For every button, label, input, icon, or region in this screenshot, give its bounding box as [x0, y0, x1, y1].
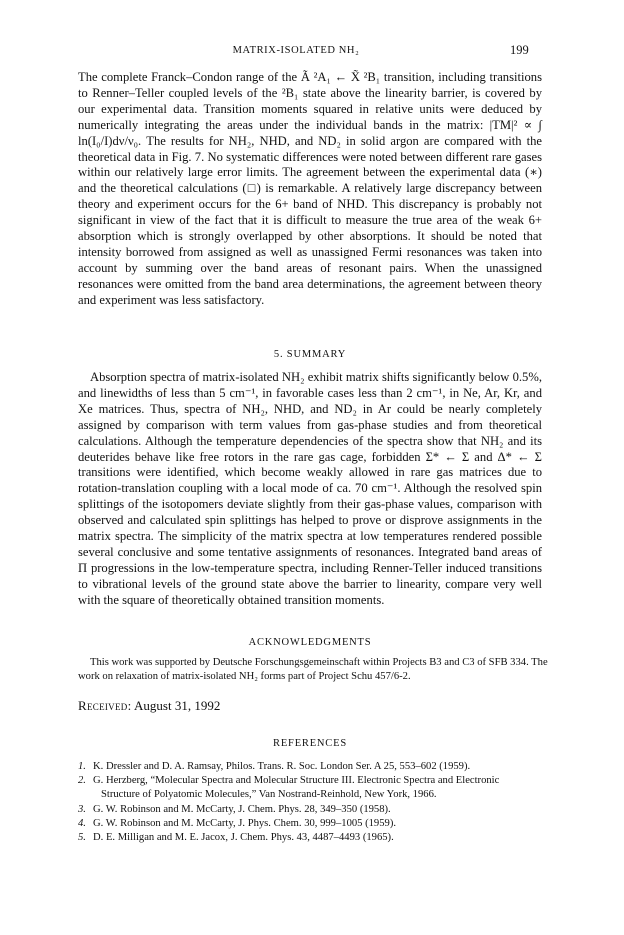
reference-number: 3. [78, 803, 86, 815]
received-date: August 31, 1992 [134, 698, 221, 713]
acknowledgments-heading: ACKNOWLEDGMENTS [248, 637, 372, 648]
reference-text: G. Herzberg, “Molecular Spectra and Molecular Structure III. Electronic Spectra and Electronic [93, 775, 500, 787]
reference-text: G. W. Robinson and M. McCarty, J. Chem. Phys. 28, 349–350 (1958). [93, 803, 391, 815]
reference-text: D. E. Milligan and M. E. Jacox, J. Chem. Phys. 43, 4487–4493 (1965). [93, 832, 394, 844]
reference-text: K. Dressler and D. A. Ramsay, Philos. Trans. R. Soc. London Ser. A 25, 553–602 (1959). [93, 761, 471, 772]
reference-item [78, 817, 548, 831]
summary-paragraph: Absorption spectra of matrix-isolated NH₂ exhibit matrix shifts significantly below 0.5%, and linewidths of less than 5 cm⁻¹, in favorable cases less than 2 cm⁻¹, in Ne, Ar, Kr, and Xe matrices. Thus, spectra of NH₂, NHD, and ND₂ in Ar could be nearly completely assigned by comparison with term values from gas-phase studies and from theoretical calculations. Although the temperature dependencies of the spectra show that NH₂ and its deuterides behave like free rotors in the rare gas cage, forbidden Σ* ← Σ and Δ* ← Σ transitions were identified, which become weakly allowed in rare gas matrices due to rotation-translation coupling with a local mode of ca. 70 cm⁻¹. Although the resolved spin splittings of the isotopomers deviate slightly from their gas-phase values, comparison with observed and calculated spin splittings has helped to prove or disprove assignments in the matrix spectra. The simplicity of the matrix spectra at low temperatures rendered possible several conclusive and some tentative assignments of resonances. Integrated band areas of Π progressions in the low-temperature spectra, including Renner-Teller induced transitions to vibrational levels of the ground state above the barrier to linearity, compare very well with the square of theoretically obtained transition moments. [78, 370, 542, 607]
reference-number: 5. [78, 832, 86, 844]
reference-item [78, 803, 548, 817]
acknowledgments-text: This work was supported by Deutsche Forschungsgemeinschaft within Projects B3 and C3 of SFB 334. The work on relaxation of matrix-isolated NH₂ forms part of Project Schu 457/6-2. [78, 657, 548, 682]
reference-number: 4. [78, 817, 86, 829]
summary-heading: 5. SUMMARY [273, 349, 347, 360]
reference-number: 1. [78, 761, 86, 772]
references-heading: REFERENCES [273, 738, 347, 749]
reference-item [78, 760, 548, 774]
reference-item [78, 831, 548, 845]
reference-text: G. W. Robinson and M. McCarty, J. Phys. Chem. 30, 999–1005 (1959). [93, 817, 397, 829]
page-number: 199 [510, 43, 529, 57]
running-title: MATRIX-ISOLATED NH₂ [232, 45, 360, 56]
received-line [78, 698, 220, 714]
references-list [78, 760, 548, 845]
paragraph-franck-condon: The complete Franck–Condon range of the Ã ²A₁ ← X̃ ²B₁ transition, including transitions to Renner–Teller coupled levels of the ²B₁ state above the linearity barrier, is covered by our experimental data. Transition moments squared in relative units were deduced by numerically integrating the areas under the individual bands in the matrix: |TM|² ∝ ∫ ln(I₀/I)dν/ν₀. The results for NH₂, NHD, and ND₂ in solid argon are compared with the theoretical data in Fig. 7. No systematic differences were noted between different rare gases within our relatively large error limits. The agreement between the experimental data (∗) and the theoretical calculations (□) is remarkable. A relatively large discrepancy between theory and experiment occurs for the 6+ band of NHD. This discrepancy is probably not significant in view of the fact that it is difficult to measure the true area of the weak 6+ absorption which is strongly overlapped by other absorptions. It should be noted that intensity borrowed from assigned as well as unassigned Fermi resonances was taken into account by summing over the band areas of resonant pairs. When the unassigned resonances were omitted from the band area determinations, the agreement between theory and experiment was less satisfactory. [78, 70, 542, 307]
reference-text-continuation: Structure of Polyatomic Molecules,” Van Nostrand-Reinhold, New York, 1966. [101, 789, 437, 801]
reference-number: 2. [78, 775, 86, 787]
received-label: Received: [78, 698, 132, 713]
reference-item [78, 774, 548, 802]
